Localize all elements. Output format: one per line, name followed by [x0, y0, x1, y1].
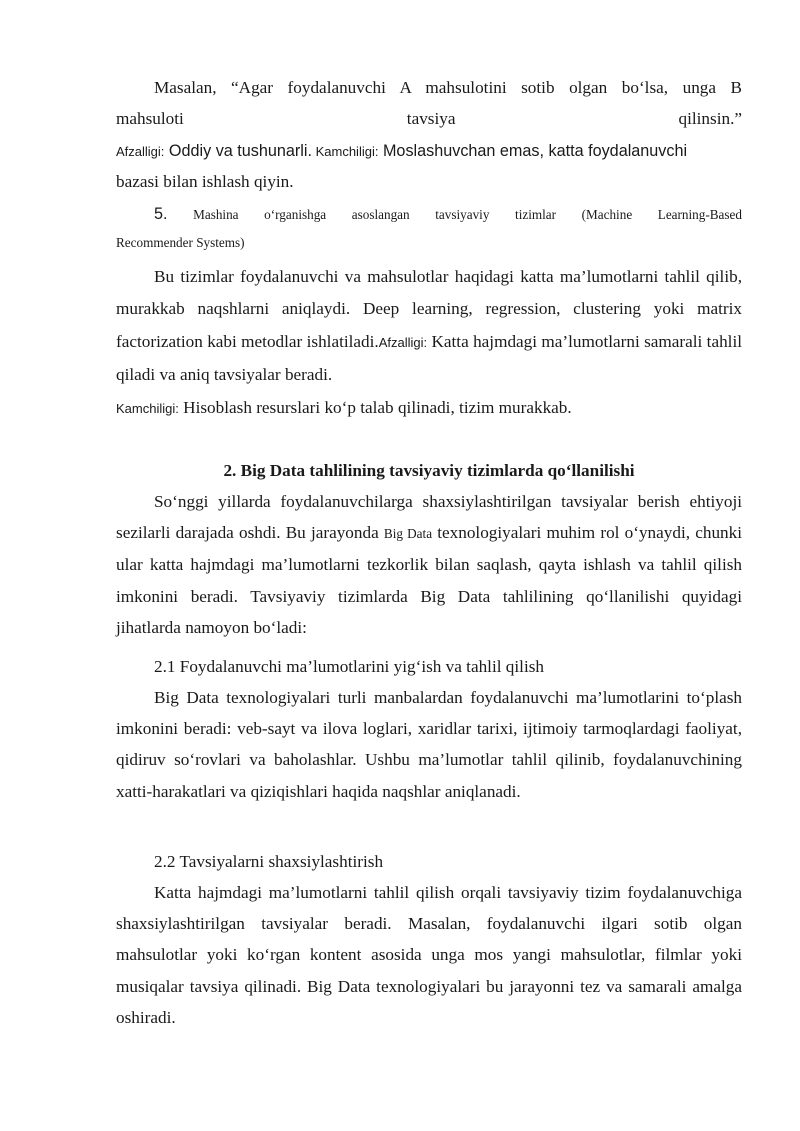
subheading-2-1: 2.1 Foydalanuvchi ma’lumotlarini yig‘ish va tahlil qilish	[154, 657, 545, 676]
disadvantage-label: Kamchiligi:	[311, 144, 379, 159]
section-heading: 2. Big Data tahlilining tavsiyaviy tizimlarda qo‘llanilishi	[223, 461, 635, 480]
paragraph-ml-systems: Bu tizimlar foydalanuvchi va mahsulotlar haqidagi katta ma’lumotlarni tahlil qilib, murakkab naqshlarni aniqlaydi. Deep learning, regression, clustering yoki matrix factorization kabi metodlar ishlatiladi.Afzalligi: Katta hajmdagi ma’lumotlarni samarali tahlil qiladi va aniq tavsiyalar beradi. Kamchiligi: Hisoblash resurslari ko‘p talab qilinadi, tizim murakkab.	[116, 267, 742, 417]
paragraph-personalization: Katta hajmdagi ma’lumotlarni tahlil qilish orqali tavsiyaviy tizim foydalanuvchiga shaxsiylashtirilgan tavsiyalar beradi. Masalan, foydalanuvchi ilgari sotib olgan mahsulotlar yoki ko‘rgan kontent asosida unga mos yangi mahsulotlar, filmlar yoki musiqalar tavsiya qilinadi. Big Data texnologiyalari bu jarayonni tez va samarali amalga oshiradi.	[116, 883, 742, 1027]
advantage-label: Afzalligi:	[116, 144, 165, 159]
paragraph-example-line1: Masalan, “Agar foydalanuvchi A mahsulotini sotib olgan bo‘lsa, unga B	[154, 78, 742, 97]
item-5-title-line1: 5. Mashina o‘rganishga asoslangan tavsiyaviy tizimlar (Machine Learning-Based	[154, 205, 742, 223]
paragraph-example-line2: mahsuloti tavsiya qilinsin.”	[116, 109, 742, 128]
advantage-text: Oddiy va tushunarli.	[164, 142, 312, 160]
subheading-2-2: 2.2 Tavsiyalarni shaxsiylashtirish	[154, 852, 384, 871]
item-5-title-line2: Recommender Systems)	[116, 235, 245, 250]
paragraph-big-data-intro: So‘nggi yillarda foydalanuvchilarga shaxsiylashtirilgan tavsiyalar berish ehtiyoji sezilarli darajada oshdi. Bu jarayonda Big Data texnologiyalari muhim rol o‘ynaydi, chunki ular katta hajmdagi ma’lumotlarni tezkorlik bilan saqlash, qayta ishlash va tahlil qilish imkonini beradi. Tavsiyaviy tizimlarda Big Data tahlilining qo‘llanilishi quyidagi jihatlarda namoyon bo‘ladi:	[116, 492, 742, 637]
advantage-text: Katta hajmdagi ma’lumotlarni samarali tahlil qiladi va aniq tavsiyalar beradi.	[116, 331, 742, 385]
paragraph-example-pros-cons	[116, 135, 756, 167]
disadvantage-text: Moslashuvchan emas, katta foydalanuvchi	[378, 142, 688, 160]
item-number: 5.	[154, 205, 168, 223]
advantage-label: Afzalligi:	[378, 334, 428, 350]
disadvantage-label: Kamchiligi:	[116, 400, 179, 416]
paragraph-data-collection: Big Data texnologiyalari turli manbalardan foydalanuvchi ma’lumotlarini to‘plash imkonini beradi: veb-sayt va ilova loglari, xaridlar tarixi, ijtimoiy tarmoqlardagi faoliyat, qidiruv so‘rovlari va baholashlar. Ushbu ma’lumotlar tahlil qilinib, foydalanuvchining xatti-harakatlari va qiziqishlari haqida naqshlar aniqlanadi.	[116, 688, 742, 801]
big-data-term: Big Data	[383, 526, 433, 542]
disadvantage-text: Hisoblash resurslari ko‘p talab qilinadi, tizim murakkab.	[178, 397, 572, 417]
paragraph-example-line4: bazasi bilan ishlash qiyin.	[116, 172, 294, 191]
